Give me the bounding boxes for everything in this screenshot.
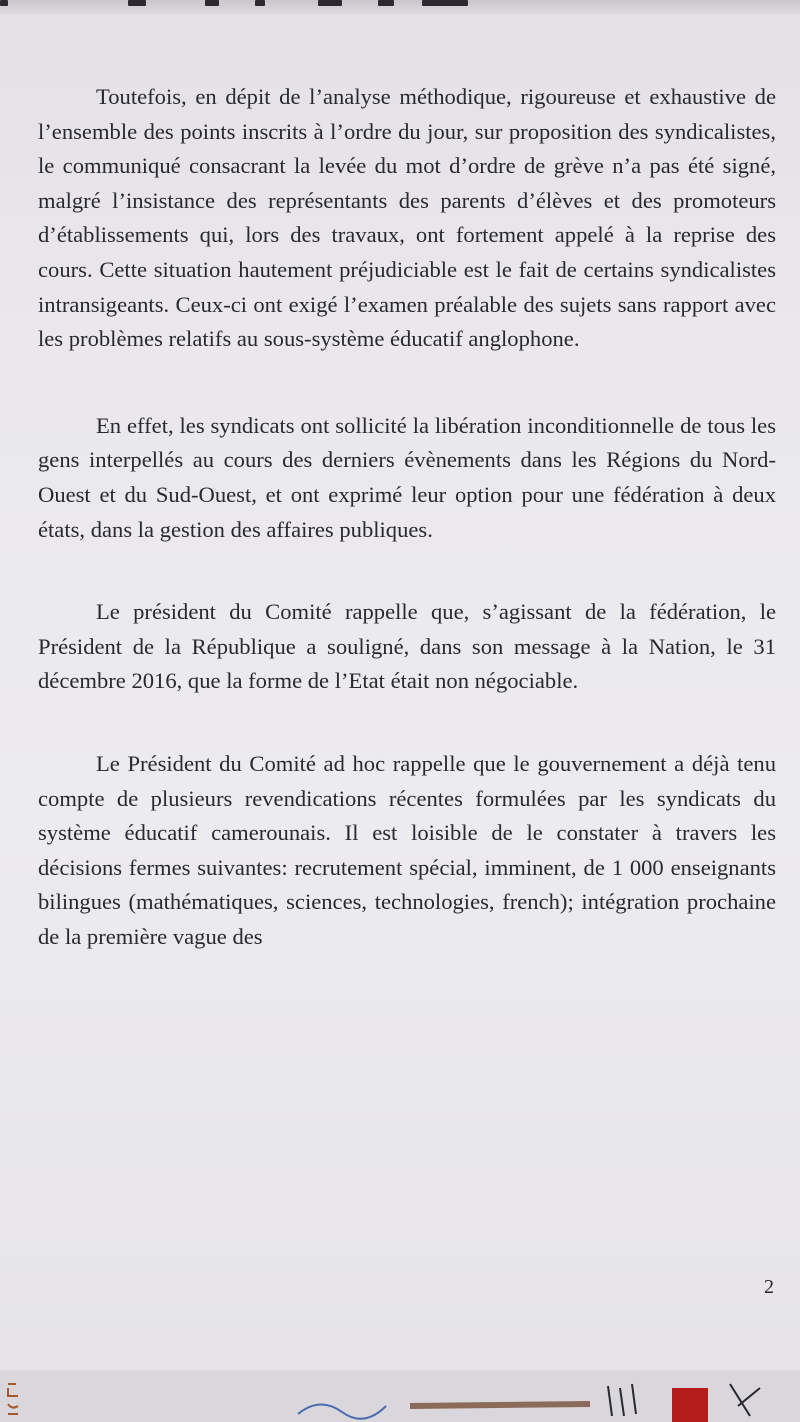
- top-edge-mark: [0, 0, 8, 6]
- top-edge-mark: [378, 0, 394, 6]
- top-edge-mark: [205, 0, 219, 6]
- paragraph-4: Le Président du Comité ad hoc rappelle que le gouvernement a déjà tenu compte de plusieurs revendications récentes formulées par les syndicats du système éducatif camerounais. Il est loisible de le constater à travers les décisions fermes suivantes: recrutement spécial, imminent, de 1 000 enseignants bilingues (mathématiques, sciences, technologies, french); intégration prochaine de la première vague des: [38, 750, 776, 949]
- paragraph-spacer: [38, 699, 776, 747]
- edge-stamp-mark: [2, 1374, 26, 1418]
- paragraph-2: En effet, les syndicats ont sollicité la libération inconditionnelle de tous les gens interpellés au cours des derniers évènements dans les Régions du Nord-Ouest et du Sud-Ouest, et ont exprimé leur option pour une fédération à deux états, dans la gestion des affaires publiques.: [38, 412, 776, 542]
- top-edge-mark: [318, 0, 342, 6]
- bottom-handwriting-marks: [290, 1376, 790, 1422]
- paragraph-spacer: [38, 357, 776, 409]
- document-body: [38, 80, 776, 954]
- top-edge-strip: [0, 0, 800, 14]
- bottom-edge-area: [0, 1370, 800, 1422]
- page-number: 2: [764, 1276, 774, 1298]
- paragraph-3: Le président du Comité rappelle que, s’agissant de la fédération, le Président de la République a souligné, dans son message à la Nation, le 31 décembre 2016, que la forme de l’Etat était non négociable.: [38, 599, 776, 694]
- top-edge-mark: [255, 0, 265, 6]
- paragraph-spacer: [38, 547, 776, 595]
- top-edge-mark: [422, 0, 468, 6]
- paragraph-1: Toutefois, en dépit de l’analyse méthodique, rigoureuse et exhaustive de l’ensemble des points inscrits à l’ordre du jour, sur proposition des syndicalistes, le communiqué consacrant la levée du mot d’ordre de grève n’a pas été signé, malgré l’insistance des représentants des parents d’élèves et des promoteurs d’établissements qui, lors des travaux, ont fortement appelé à la reprise des cours. Cette situation hautement préjudiciable est le fait de certains syndicalistes intransigeants. Ceux-ci ont exigé l’examen préalable des sujets sans rapport avec les problèmes relatifs au sous-système éducatif anglophone.: [38, 84, 776, 352]
- top-edge-mark: [128, 0, 146, 6]
- edge-stamp-shape: [2, 1378, 22, 1418]
- red-stamp-block: [672, 1388, 708, 1422]
